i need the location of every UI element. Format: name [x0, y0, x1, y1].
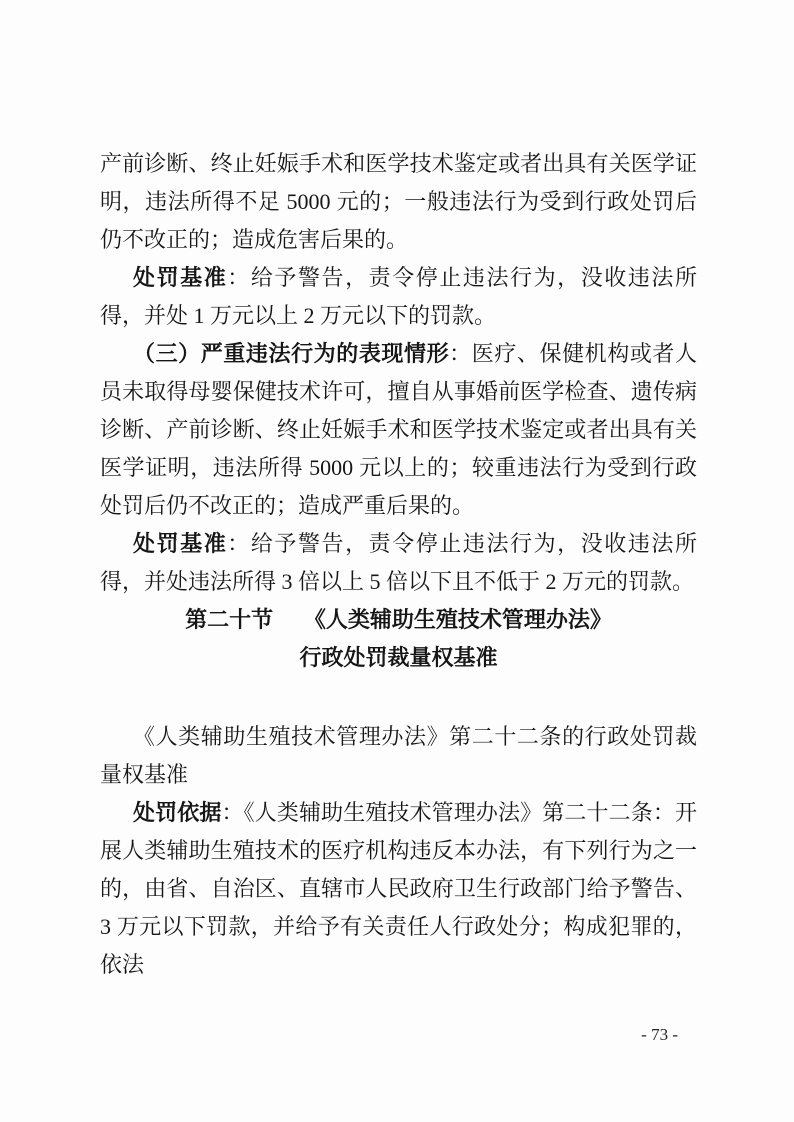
- section-heading-line2: 行政处罚裁量权基准: [299, 645, 498, 670]
- section-number: 第二十节: [185, 607, 274, 632]
- section-heading-line1: [100, 601, 697, 639]
- paragraph-text: ：给予警告，责令停止违法行为，没收违法所得，并处 1 万元以上 2 万元以下的罚款。: [100, 265, 697, 328]
- paragraph-text: ：《人类辅助生殖技术管理办法》第二十二条：开展人类辅助生殖技术的医疗机构违反本办法，有下列行为之一的，由省、自治区、直辖市人民政府卫生行政部门给予警告、3 万元以下罚款，并给予有关责任人行政处分；构成犯罪的，依法: [100, 800, 697, 977]
- paragraph-text: 《人类辅助生殖技术管理办法》第二十二条的行政处罚裁量权基准: [100, 724, 697, 787]
- paragraph-text: ：给予警告，责令停止违法行为，没收违法所得，并处违法所得 3 倍以上 5 倍以下且不低于 2 万元的罚款。: [100, 531, 697, 594]
- paragraph-serious-violation: [100, 335, 697, 525]
- section-law-title: 《人类辅助生殖技术管理办法》: [303, 607, 612, 632]
- paragraph-penalty-standard-2: [100, 525, 697, 601]
- paragraph-lead: 处罚基准: [133, 265, 228, 290]
- paragraph-penalty-standard-1: [100, 259, 697, 335]
- paragraph-lead: 处罚基准: [133, 531, 228, 556]
- paragraph-continuation: [100, 145, 697, 259]
- paragraph-lead: （三）严重违法行为的表现情形: [133, 341, 450, 366]
- paragraph-text: ：医疗、保健机构或者人员未取得母婴保健技术许可，擅自从事婚前医学检查、遗传病诊断、产前诊断、终止妊娠手术和医学技术鉴定或者出具有关医学证明，违法所得 5000 元以上的；较重违法行为受到行政处罚后仍不改正的；造成严重后果的。: [100, 341, 697, 518]
- paragraph-basis-title: [100, 718, 697, 794]
- page-number: - 73 -: [641, 1025, 678, 1044]
- paragraph-text: 产前诊断、终止妊娠手术和医学技术鉴定或者出具有关医学证明，违法所得不足 5000 元的；一般违法行为受到行政处罚后仍不改正的；造成危害后果的。: [100, 151, 697, 252]
- paragraph-penalty-basis: [100, 794, 697, 984]
- paragraph-lead: 处罚依据: [133, 800, 222, 825]
- page-content: [100, 145, 697, 984]
